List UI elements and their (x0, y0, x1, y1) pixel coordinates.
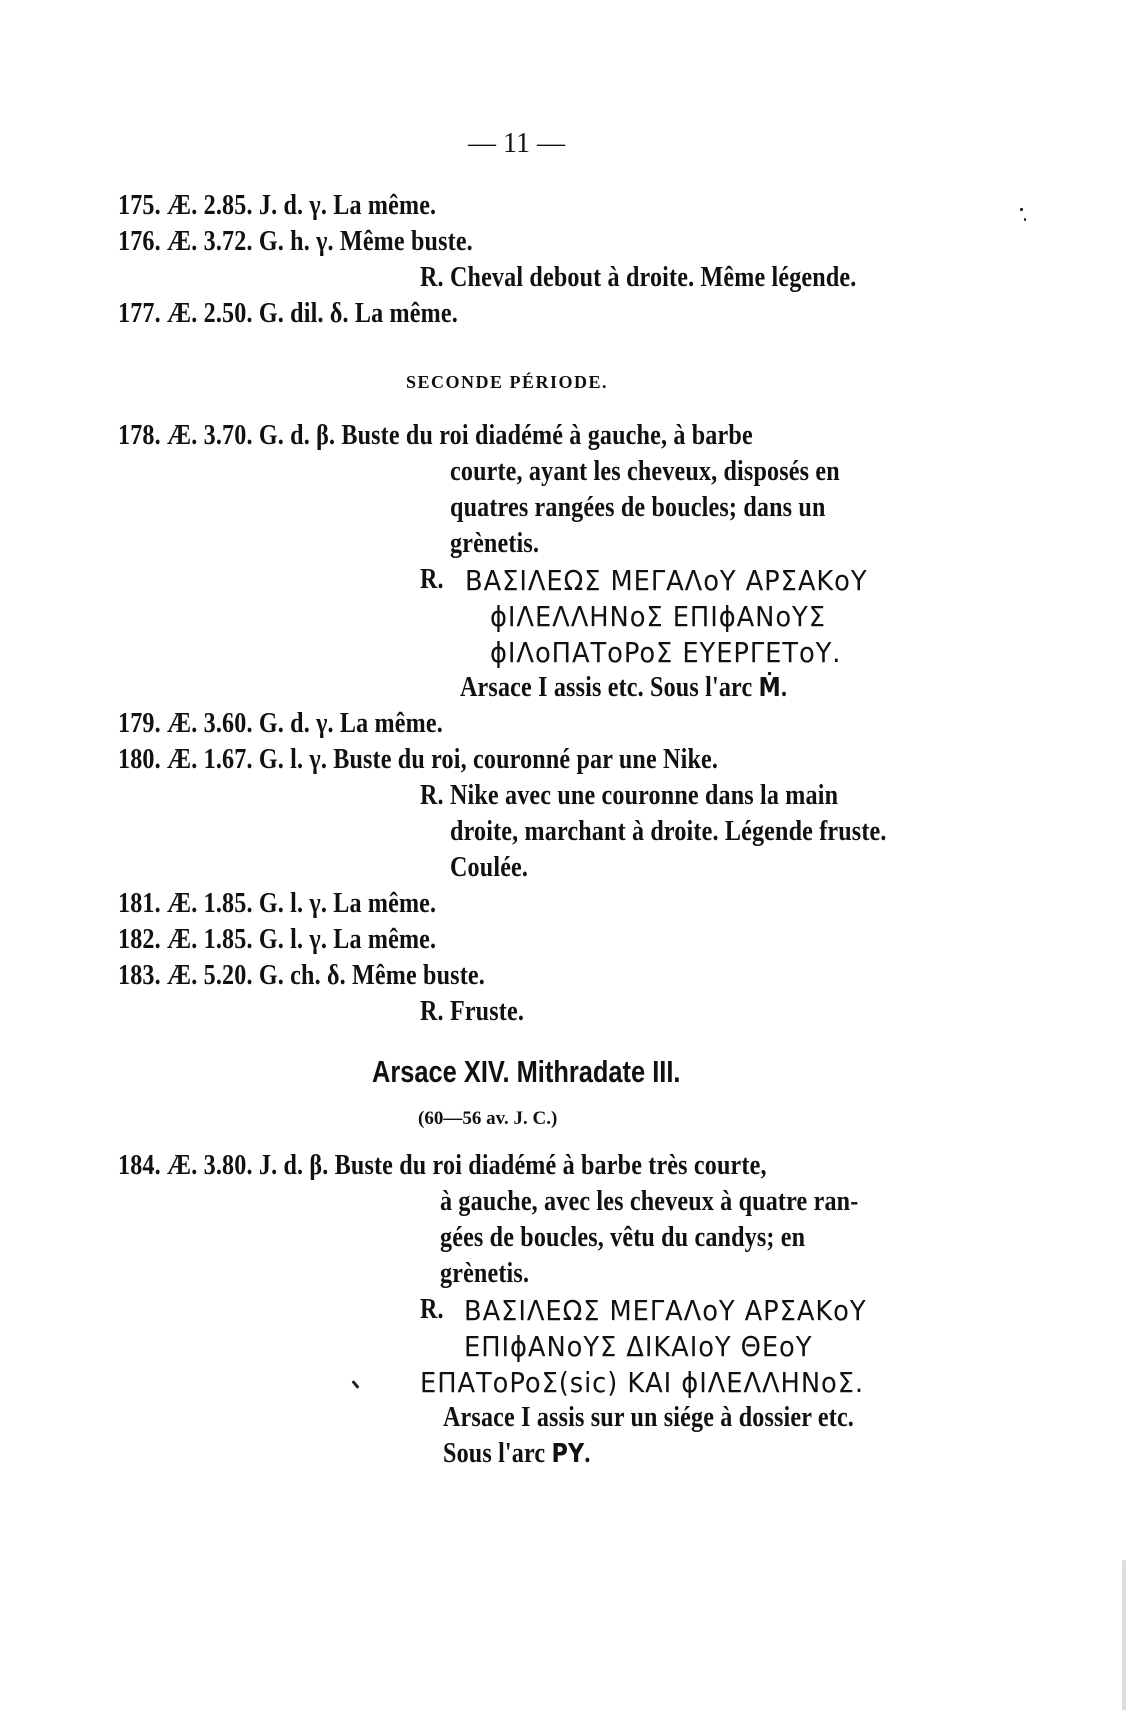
ruler-heading: Arsace XIV. Mithradate III. (372, 1054, 681, 1089)
entry-184-reverse-prefix: R. (420, 1294, 444, 1325)
entry-175: 175. Æ. 2.85. J. d. γ. La même. (118, 190, 437, 221)
scan-mark (351, 1380, 359, 1389)
entry-179: 179. Æ. 3.60. G. d. γ. La même. (118, 708, 443, 739)
entry-182: 182. Æ. 1.85. G. l. γ. La même. (118, 924, 437, 955)
entry-178-reverse-prefix: R. (420, 564, 444, 595)
entry-183: 183. Æ. 5.20. G. ch. δ. Même buste. (118, 960, 485, 991)
entry-178-head: 178. Æ. 3.70. G. d. β. Buste du roi diadémé à gauche, à barbe (118, 420, 753, 451)
entry-178-greek-legend: ϕΙΛoΠΑΤoPoΣ ΕΥΕΡΓΕΤoΥ. (490, 636, 842, 669)
entry-180-line: droite, marchant à droite. Légende fruste. (450, 816, 887, 847)
entry-181: 181. Æ. 1.85. G. l. γ. La même. (118, 888, 437, 919)
entry-184-greek-legend: ΒΑΣΙΛΕΩΣ ΜΕΓΑΛoΥ ΑΡΣΑΚoΥ (464, 1294, 867, 1327)
entry-178-monogram-line (460, 672, 787, 704)
monogram-end: . (780, 672, 788, 703)
entry-180-line: R. Nike avec une couronne dans la main (420, 780, 839, 811)
scan-speck (1024, 218, 1026, 221)
entry-177: 177. Æ. 2.50. G. dil. δ. La même. (118, 298, 458, 329)
entry-176-reverse: R. Cheval debout à droite. Même légende. (420, 262, 857, 293)
entry-178-line: grènetis. (450, 528, 540, 559)
entry-178-line: courte, ayant les cheveux, disposés en (450, 456, 840, 487)
entry-184-line: grènetis. (440, 1258, 530, 1289)
entry-178-greek-legend: ΒΑΣΙΛΕΩΣ ΜΕΓΑΛoΥ ΑΡΣΑΚoΥ (465, 564, 868, 597)
section-title: SECONDE PÉRIODE. (406, 372, 609, 392)
entry-184-greek-legend: ΕΠΙϕΑΝoΥΣ ΔΙΚΑΙoΥ ΘΕoΥ (464, 1330, 813, 1363)
monogram-text: Sous l'arc (443, 1438, 546, 1469)
monogram-icon: PY (551, 1439, 585, 1469)
monogram-text: Arsace I assis etc. Sous l'arc (460, 672, 753, 703)
entry-184-line: à gauche, avec les cheveux à quatre ran- (440, 1186, 859, 1217)
entry-178-line: quatres rangées de boucles; dans un (450, 492, 826, 523)
entry-184-line: gées de boucles, vêtu du candys; en (440, 1222, 806, 1253)
entry-184-monogram-line (443, 1438, 591, 1470)
page-number: — 11 — (468, 128, 565, 159)
entry-184-head: 184. Æ. 3.80. J. d. β. Buste du roi diadémé à barbe très courte, (118, 1150, 767, 1181)
monogram-end: . (584, 1438, 591, 1469)
entry-180: 180. Æ. 1.67. G. l. γ. Buste du roi, couronné par une Nike. (118, 744, 719, 775)
ruler-dates: (60—56 av. J. C.) (418, 1108, 558, 1129)
monogram-icon: Ṁ (758, 673, 781, 703)
entry-183-reverse: R. Fruste. (420, 996, 525, 1027)
entry-180-line: Coulée. (450, 852, 529, 883)
scan-speck (1020, 208, 1023, 211)
entry-176: 176. Æ. 3.72. G. h. γ. Même buste. (118, 226, 473, 257)
entry-178-greek-legend: ϕΙΛΕΛΛΗΝoΣ ΕΠΙϕΑΝoΥΣ (490, 600, 826, 633)
entry-184-greek-legend: ΕΠΑΤoPoΣ(sic) ΚΑΙ ϕΙΛΕΛΛΗΝoΣ. (420, 1366, 865, 1399)
entry-184-line: Arsace I assis sur un siége à dossier etc. (443, 1402, 854, 1433)
scan-edge (1122, 1560, 1126, 1710)
